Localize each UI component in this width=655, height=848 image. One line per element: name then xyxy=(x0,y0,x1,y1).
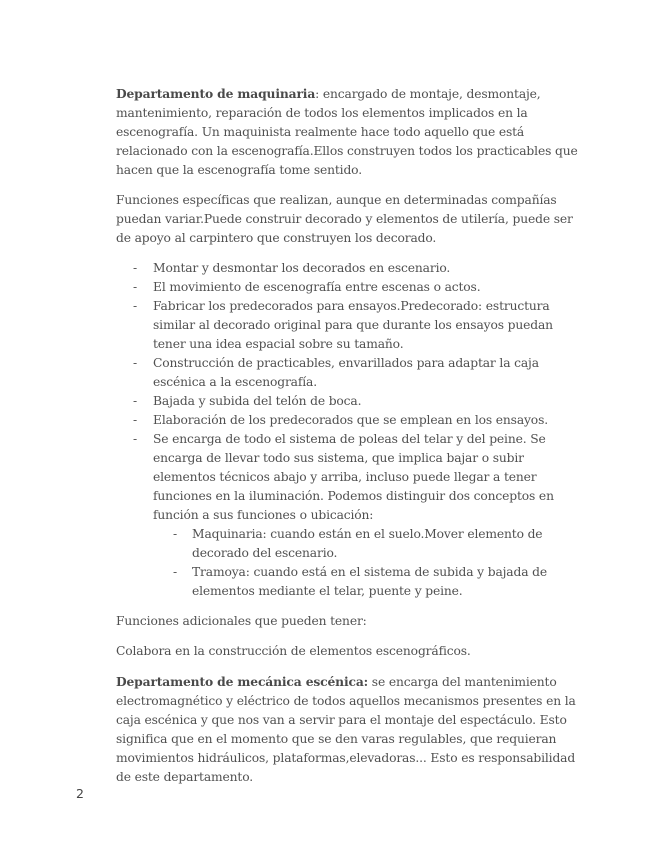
list-item-text: El movimiento de escenografía entre escenas o actos. xyxy=(153,280,481,294)
page-number: 2 xyxy=(76,786,84,801)
bullet-dash: - xyxy=(133,394,138,408)
sublist-item xyxy=(153,563,582,601)
bullet-dash: - xyxy=(133,299,138,313)
functions-list xyxy=(116,259,582,601)
list-item xyxy=(116,392,582,411)
sublist-item xyxy=(153,525,582,563)
bullet-dash: - xyxy=(133,432,138,446)
bullet-dash: - xyxy=(133,356,138,370)
list-item xyxy=(116,411,582,430)
paragraph-funciones-especificas: Funciones específicas que realizan, aunque en determinadas compañías puedan variar.Puede construir decorado y elementos de utilería, puede ser de apoyo al carpintero que construyen los decorado. xyxy=(116,193,573,245)
bullet-dash: - xyxy=(133,261,138,275)
paragraph-funciones-adicionales: Funciones adicionales que pueden tener: xyxy=(116,614,367,628)
paragraph-mecanica xyxy=(116,672,582,787)
list-item-text: Bajada y subida del telón de boca. xyxy=(153,394,362,408)
heading-maquinaria: Departamento de maquinaria xyxy=(116,86,316,101)
list-item xyxy=(116,430,582,601)
paragraph-maquinaria xyxy=(116,84,582,180)
bullet-dash: - xyxy=(173,527,178,541)
paragraph-colabora: Colabora en la construcción de elementos escenográficos. xyxy=(116,644,471,658)
list-item-text: Montar y desmontar los decorados en escenario. xyxy=(153,261,451,275)
list-item xyxy=(116,354,582,392)
heading-mecanica: Departamento de mecánica escénica: xyxy=(116,674,369,689)
sublist-item-text: Maquinaria: cuando están en el suelo.Mover elemento de decorado del escenario. xyxy=(192,527,543,560)
page-content xyxy=(116,84,582,798)
bullet-dash: - xyxy=(133,280,138,294)
sublist-item-text: Tramoya: cuando está en el sistema de subida y bajada de elementos mediante el telar, puente y peine. xyxy=(192,565,547,598)
list-item xyxy=(116,297,582,354)
list-item-text: Se encarga de todo el sistema de poleas del telar y del peine. Se encarga de llevar todo sus sistema, que implica bajar o subir elementos técnicos abajo y arriba, incluso puede llegar a tener funciones en la iluminación. Podemos distinguir dos conceptos en función a sus funciones o ubicación: xyxy=(153,432,554,522)
list-item xyxy=(116,259,582,278)
bullet-dash: - xyxy=(173,565,178,579)
list-item-text: Elaboración de los predecorados que se emplean en los ensayos. xyxy=(153,413,548,427)
list-item-text: Construcción de practicables, envarillados para adaptar la caja escénica a la escenografía. xyxy=(153,356,539,389)
bullet-dash: - xyxy=(133,413,138,427)
list-item-text: Fabricar los predecorados para ensayos.Predecorado: estructura similar al decorado original para que durante los ensayos puedan tener una idea espacial sobre su tamaño. xyxy=(153,299,553,351)
paragraph-mecanica-text: se encarga del mantenimiento electromagnético y eléctrico de todos aquellos mecanismos presentes en la caja escénica y que nos van a servir para el montaje del espectáculo. Esto significa que en el momento que se den varas regulables, que requieran movimientos hidráulicos, plataformas,elevadoras... Esto es responsabilidad de este departamento. xyxy=(116,675,576,784)
paragraph-maquinaria-text: : encargado de montaje, desmontaje, mantenimiento, reparación de todos los elementos implicados en la escenografía. Un maquinista realmente hace todo aquello que está relacionado con la escenografía.Ellos construyen todos los practicables que hacen que la escenografía tome sentido. xyxy=(116,87,578,177)
sublist xyxy=(153,525,582,601)
list-item xyxy=(116,278,582,297)
